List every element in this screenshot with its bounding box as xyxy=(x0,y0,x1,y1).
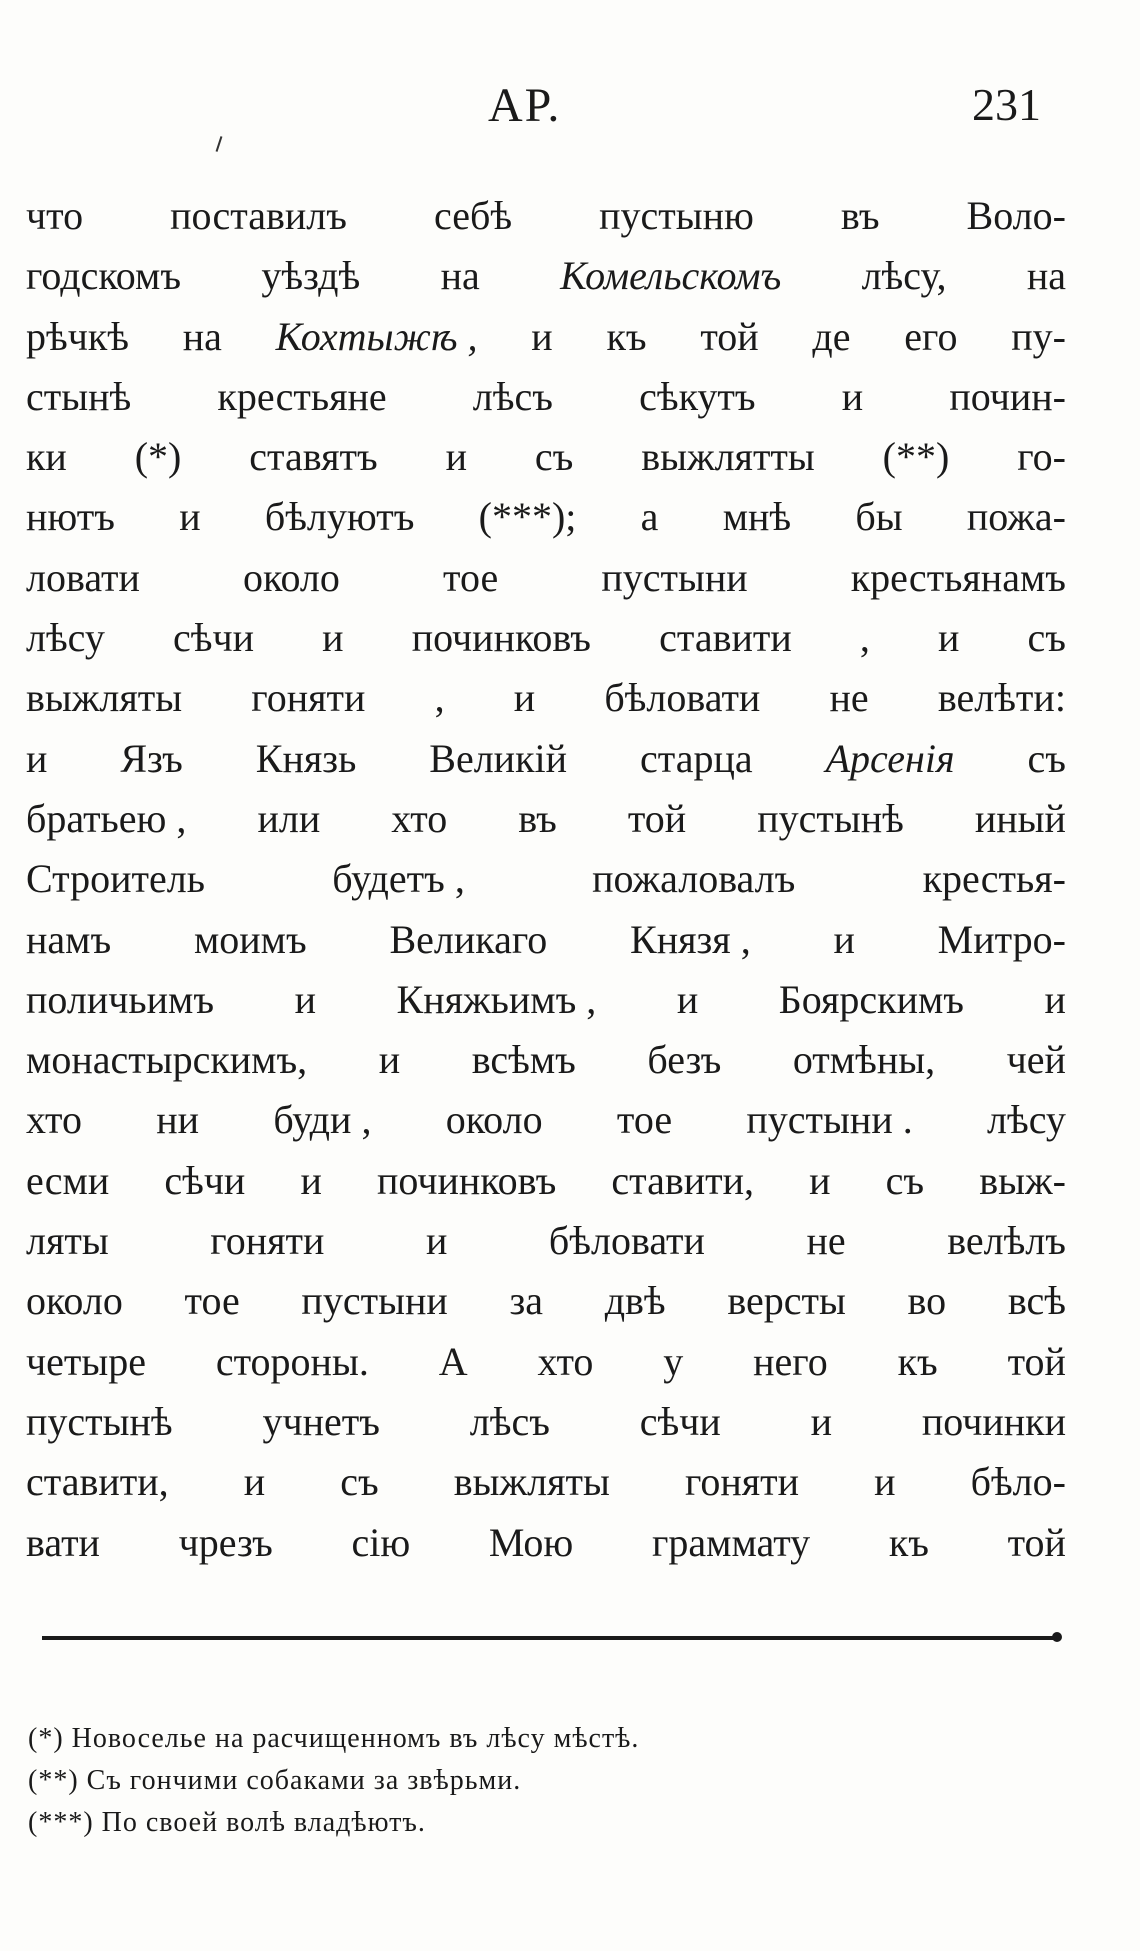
word: Митро- xyxy=(937,916,1066,962)
word: что xyxy=(26,193,84,238)
word: ставити, xyxy=(611,1157,755,1203)
word: той xyxy=(1007,1519,1066,1565)
word: около xyxy=(243,554,340,600)
word: и xyxy=(809,1157,831,1203)
word: и xyxy=(179,494,201,540)
word: Воло- xyxy=(966,193,1066,238)
text-line xyxy=(26,729,1066,789)
word: пустыни xyxy=(301,1278,448,1324)
word: сѣчи xyxy=(164,1157,246,1203)
word: на xyxy=(440,253,480,299)
word: и xyxy=(445,434,467,480)
footnote-3: (***) По своей волѣ владѣютъ. xyxy=(28,1807,426,1838)
word: и xyxy=(294,976,316,1022)
word: пожаловалъ xyxy=(592,856,796,902)
word: вати xyxy=(26,1519,100,1565)
word: Арсенія xyxy=(825,735,955,781)
word: ставити xyxy=(659,615,792,661)
word: двѣ xyxy=(604,1278,666,1324)
word: братьею , xyxy=(26,795,187,841)
text-line xyxy=(26,367,1066,427)
word: (**) xyxy=(882,434,950,480)
word: тое xyxy=(616,1097,673,1143)
word: , xyxy=(434,675,445,721)
word: ставятъ xyxy=(249,434,378,480)
text-line xyxy=(26,668,1066,728)
text-line xyxy=(26,1392,1066,1452)
word: чрезъ xyxy=(178,1519,273,1565)
word: Кохтыжѣ , xyxy=(275,313,478,359)
word: и xyxy=(243,1459,266,1505)
word: въ xyxy=(518,795,557,841)
body-text xyxy=(26,186,1066,1573)
word: выжляты xyxy=(26,675,183,721)
word: Боярскимъ xyxy=(778,976,964,1022)
footnote-2: (**) Съ гончими собаками за звѣрьми. xyxy=(28,1765,522,1796)
word: и xyxy=(300,1157,322,1203)
word: хто xyxy=(537,1338,594,1384)
word: выж- xyxy=(979,1157,1066,1203)
text-line xyxy=(26,307,1066,367)
word: пожа- xyxy=(966,494,1066,540)
word: ляты xyxy=(26,1218,109,1264)
word: у xyxy=(663,1338,684,1384)
word: пустыни xyxy=(601,554,748,600)
word: и xyxy=(26,735,48,781)
word: починковъ xyxy=(376,1157,557,1203)
text-line xyxy=(26,970,1066,1030)
word: всѣ xyxy=(1007,1278,1066,1324)
page-number: 231 xyxy=(972,79,1041,130)
word: безъ xyxy=(647,1037,722,1083)
word: выжляты xyxy=(453,1459,610,1505)
footnotes xyxy=(28,1718,1068,1844)
word: стынѣ xyxy=(26,373,132,419)
word: хто xyxy=(26,1097,82,1143)
word: Великій xyxy=(429,735,568,781)
word: и xyxy=(378,1037,401,1083)
word: де xyxy=(812,313,851,359)
word: пустыню xyxy=(599,193,754,238)
word: починки xyxy=(921,1398,1066,1444)
word: (***); xyxy=(478,494,577,540)
word: пустынѣ xyxy=(757,795,904,841)
text-line xyxy=(26,1211,1066,1271)
word: иный xyxy=(974,795,1066,841)
word: выжлятты xyxy=(641,434,815,480)
word: и xyxy=(676,976,699,1022)
word: версты xyxy=(727,1278,846,1324)
word: не xyxy=(806,1218,846,1264)
word: уѣздѣ xyxy=(261,253,361,299)
word: го- xyxy=(1017,434,1066,480)
word: моимъ xyxy=(193,916,307,962)
word: и xyxy=(841,373,864,419)
text-line xyxy=(26,1090,1066,1150)
running-head xyxy=(0,78,1140,138)
word: починковъ xyxy=(411,615,591,661)
text-line xyxy=(26,548,1066,608)
word: него xyxy=(753,1338,828,1384)
word: лѣсъ xyxy=(469,1398,550,1444)
word: Князя , xyxy=(630,916,751,962)
print-speck xyxy=(216,136,223,152)
word: ки xyxy=(26,434,67,480)
word: и xyxy=(833,916,855,962)
word: около xyxy=(26,1278,123,1324)
word: ни xyxy=(156,1097,200,1143)
word: гоняти xyxy=(210,1218,325,1264)
word: бѣлуютъ xyxy=(264,494,415,540)
word: сѣчи xyxy=(639,1398,721,1444)
word: граммату xyxy=(651,1519,811,1565)
word: гоняти xyxy=(684,1459,800,1505)
word: пустынѣ xyxy=(26,1398,173,1444)
text-line xyxy=(26,246,1066,306)
text-line xyxy=(26,1452,1066,1512)
word: Княжьимъ , xyxy=(396,976,597,1022)
footnote-separator-rule xyxy=(42,1636,1058,1640)
word: А xyxy=(438,1338,468,1384)
word: будетъ , xyxy=(332,856,465,902)
word: Мою xyxy=(488,1519,574,1565)
word: и xyxy=(938,615,960,661)
word: въ xyxy=(840,193,880,238)
word: есми xyxy=(26,1157,110,1203)
word: съ xyxy=(1027,735,1066,781)
word: лѣсу xyxy=(26,615,105,661)
word: всѣмъ xyxy=(471,1037,576,1083)
word: той xyxy=(700,313,759,359)
word: Князь xyxy=(255,735,357,781)
word: бы xyxy=(855,494,903,540)
footnote-separator-terminal xyxy=(1052,1632,1062,1642)
word: пустыни . xyxy=(746,1097,913,1143)
word: пу- xyxy=(1011,313,1066,359)
word: съ xyxy=(340,1459,379,1505)
word: къ xyxy=(606,313,647,359)
word: стороны. xyxy=(215,1338,369,1384)
word: чей xyxy=(1006,1037,1066,1083)
word: сѣкутъ xyxy=(639,373,756,419)
word: нютъ xyxy=(26,494,115,540)
word: бѣло- xyxy=(970,1459,1066,1505)
word: поличьимъ xyxy=(26,976,215,1022)
word: намъ xyxy=(26,916,112,962)
word: почин- xyxy=(949,373,1066,419)
word: и xyxy=(874,1459,896,1505)
word: во xyxy=(907,1278,947,1324)
word: и xyxy=(513,675,536,721)
word: (*) xyxy=(134,434,182,480)
word: старца xyxy=(640,735,753,781)
word: учнетъ xyxy=(262,1398,380,1444)
word: той xyxy=(627,795,687,841)
word: тое xyxy=(184,1278,240,1324)
word: лѣсъ xyxy=(472,373,553,419)
word: отмѣны, xyxy=(792,1037,936,1083)
word: а xyxy=(640,494,659,540)
running-head-title: АР. xyxy=(488,79,562,132)
word: буди , xyxy=(273,1097,372,1143)
word: къ xyxy=(888,1519,929,1565)
word: сію xyxy=(351,1519,411,1565)
word: съ xyxy=(534,434,574,480)
word: и xyxy=(810,1398,832,1444)
text-line xyxy=(26,789,1066,849)
word: и xyxy=(1044,976,1066,1022)
text-line xyxy=(26,1271,1066,1331)
text-line xyxy=(26,849,1066,909)
word: себѣ xyxy=(433,193,513,238)
word: Строитель xyxy=(26,856,205,902)
word: велѣлъ xyxy=(947,1218,1066,1264)
word: , xyxy=(859,615,870,661)
word: поставилъ xyxy=(170,193,347,238)
word: лѣсу, xyxy=(861,253,947,299)
word: Великаго xyxy=(389,916,548,962)
text-line xyxy=(26,1513,1066,1573)
word: ловати xyxy=(26,554,140,600)
word: рѣчкѣ xyxy=(26,313,129,359)
word: съ xyxy=(1027,615,1066,661)
word: на xyxy=(1026,253,1066,299)
word: тое xyxy=(443,554,499,600)
text-line xyxy=(26,910,1066,970)
word: ставити, xyxy=(26,1459,169,1505)
word: той xyxy=(1007,1338,1066,1384)
word: около xyxy=(445,1097,543,1143)
text-line xyxy=(26,1151,1066,1211)
word: его xyxy=(904,313,958,359)
text-line xyxy=(26,487,1066,547)
text-line xyxy=(26,608,1066,668)
word: гоняти xyxy=(251,675,366,721)
word: за xyxy=(509,1278,543,1324)
text-line xyxy=(26,1030,1066,1090)
word: лѣсу xyxy=(987,1097,1066,1143)
word: годскомъ xyxy=(26,253,181,299)
word: или xyxy=(257,795,321,841)
word: хто xyxy=(391,795,448,841)
word: крестья- xyxy=(922,856,1066,902)
word: къ xyxy=(897,1338,938,1384)
word: на xyxy=(182,313,222,359)
footnote-1: (*) Новоселье на расчищенномъ въ лѣсу мѣстѣ. xyxy=(28,1723,640,1754)
word: не xyxy=(829,675,869,721)
word: Комельскомъ xyxy=(560,253,782,299)
word: бѣловати xyxy=(548,1218,705,1264)
word: бѣловати xyxy=(604,675,761,721)
word: и xyxy=(322,615,344,661)
word: Язъ xyxy=(120,735,183,781)
word: и xyxy=(425,1218,448,1264)
word: сѣчи xyxy=(173,615,255,661)
text-line xyxy=(26,427,1066,487)
word: мнѣ xyxy=(722,494,792,540)
word: монастырскимъ, xyxy=(26,1037,308,1083)
word: крестьяне xyxy=(217,373,387,419)
word: и xyxy=(531,313,553,359)
text-line xyxy=(26,1332,1066,1392)
word: велѣти: xyxy=(937,675,1066,721)
word: четыре xyxy=(26,1338,146,1384)
word: крестьянамъ xyxy=(850,554,1066,600)
word: съ xyxy=(885,1157,925,1203)
text-line xyxy=(26,186,1066,246)
